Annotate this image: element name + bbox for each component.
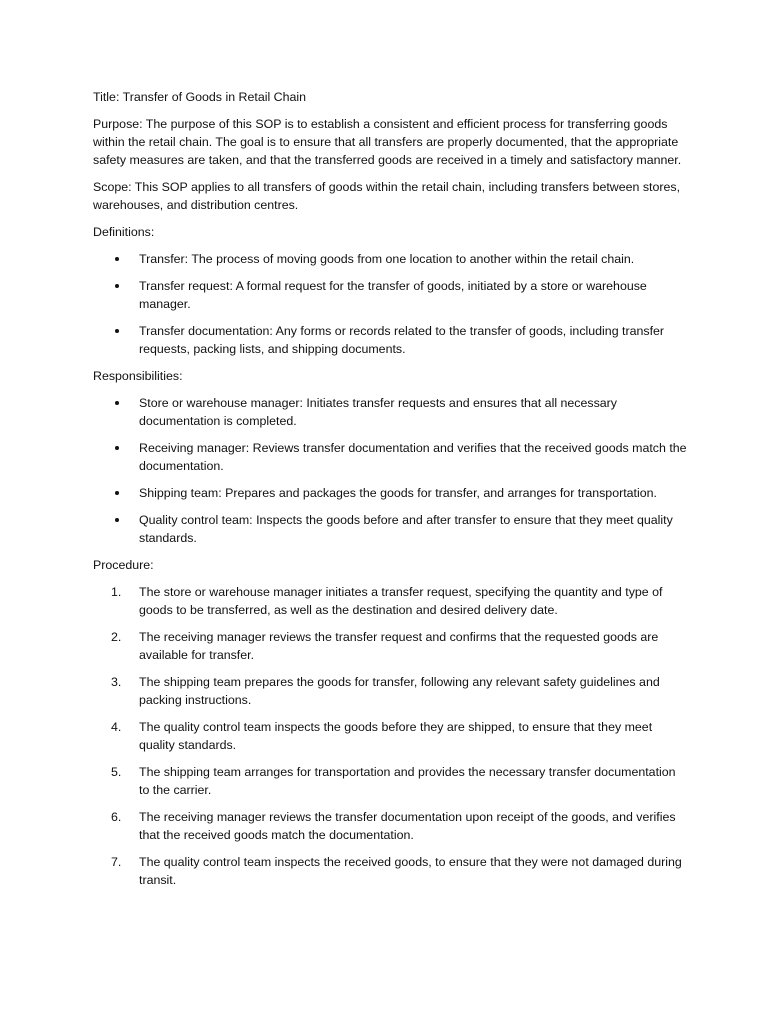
step-number: 7.	[111, 855, 122, 869]
step-text: The shipping team prepares the goods for transfer, following any relevant safety guidelines and packing instructions.	[139, 675, 660, 707]
definition-item	[93, 322, 688, 358]
step-text: The store or warehouse manager initiates a transfer request, specifying the quantity and type of goods to be transferred, as well as the destination and desired delivery date.	[139, 585, 663, 617]
definition-text: Transfer request: A formal request for the transfer of goods, initiated by a store or warehouse manager.	[139, 279, 647, 311]
bullet-icon	[115, 329, 119, 333]
responsibility-item	[93, 394, 688, 430]
bullet-icon	[115, 518, 119, 522]
definition-text: Transfer: The process of moving goods from one location to another within the retail chain.	[139, 252, 635, 266]
responsibility-item	[93, 484, 688, 502]
step-number: 5.	[111, 765, 122, 779]
bullet-icon	[115, 401, 119, 405]
step-number: 6.	[111, 810, 122, 824]
procedure-list	[93, 583, 688, 889]
responsibility-item	[93, 439, 688, 475]
definitions-heading: Definitions:	[93, 225, 155, 239]
bullet-icon	[115, 284, 119, 288]
step-number: 1.	[111, 585, 122, 599]
definition-item	[93, 250, 688, 268]
step-text: The receiving manager reviews the transfer documentation upon receipt of the goods, and verifies that the received goods match the documentation.	[139, 810, 676, 842]
procedure-step	[93, 763, 688, 799]
bullet-icon	[115, 446, 119, 450]
step-number: 4.	[111, 720, 122, 734]
step-number: 2.	[111, 630, 122, 644]
procedure-step	[93, 673, 688, 709]
bullet-icon	[115, 491, 119, 495]
step-text: The receiving manager reviews the transfer request and confirms that the requested goods are available for transfer.	[139, 630, 659, 662]
procedure-step	[93, 583, 688, 619]
step-text: The shipping team arranges for transportation and provides the necessary transfer documentation to the carrier.	[139, 765, 676, 797]
procedure-step	[93, 628, 688, 664]
bullet-icon	[115, 257, 119, 261]
responsibilities-heading: Responsibilities:	[93, 369, 183, 383]
responsibilities-list	[93, 394, 688, 547]
purpose-paragraph: Purpose: The purpose of this SOP is to establish a consistent and efficient process for transferring goods within the retail chain. The goal is to ensure that all transfers are properly documented, that the appropriate safety measures are taken, and that the transferred goods are received in a timely and satisfactory manner.	[93, 117, 682, 167]
procedure-heading: Procedure:	[93, 558, 154, 572]
responsibility-text: Quality control team: Inspects the goods before and after transfer to ensure that they meet quality standards.	[139, 513, 673, 545]
step-text: The quality control team inspects the received goods, to ensure that they were not damaged during transit.	[139, 855, 682, 887]
document-title: Title: Transfer of Goods in Retail Chain	[93, 90, 307, 104]
responsibility-item	[93, 511, 688, 547]
procedure-step	[93, 718, 688, 754]
scope-paragraph: Scope: This SOP applies to all transfers of goods within the retail chain, including transfers between stores, warehouses, and distribution centres.	[93, 180, 681, 212]
procedure-step	[93, 808, 688, 844]
responsibility-text: Store or warehouse manager: Initiates transfer requests and ensures that all necessary documentation is completed.	[139, 396, 617, 428]
definitions-list	[93, 250, 688, 358]
step-text: The quality control team inspects the goods before they are shipped, to ensure that they meet quality standards.	[139, 720, 653, 752]
responsibility-text: Receiving manager: Reviews transfer documentation and verifies that the received goods match the documentation.	[139, 441, 687, 473]
definition-text: Transfer documentation: Any forms or records related to the transfer of goods, including transfer requests, packing lists, and shipping documents.	[139, 324, 665, 356]
step-number: 3.	[111, 675, 122, 689]
definition-item	[93, 277, 688, 313]
responsibility-text: Shipping team: Prepares and packages the goods for transfer, and arranges for transportation.	[139, 486, 657, 500]
procedure-step	[93, 853, 688, 889]
